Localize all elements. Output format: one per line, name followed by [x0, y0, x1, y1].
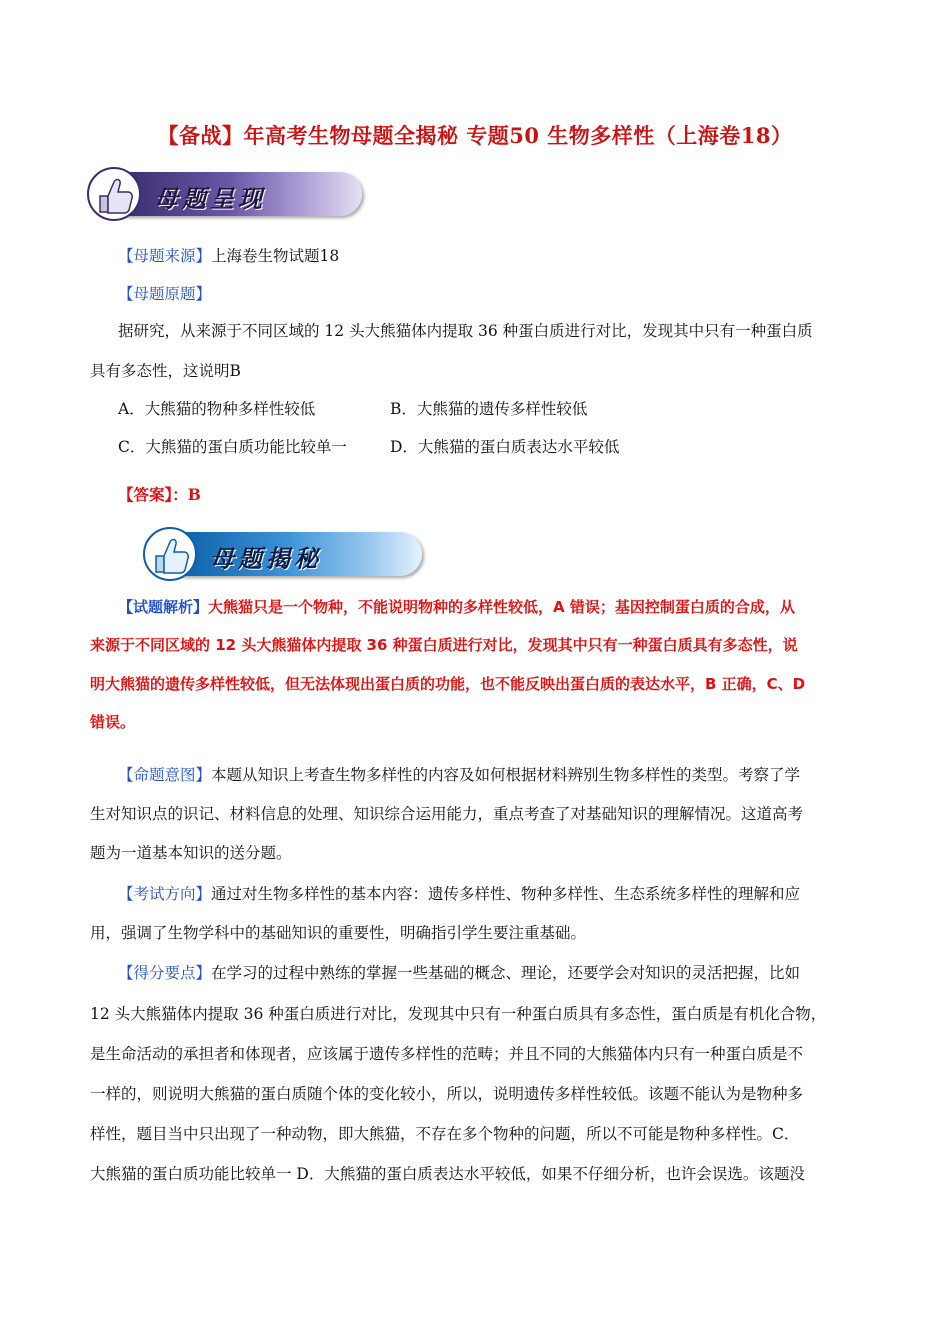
source-line — [118, 246, 898, 266]
thumbs-up-icon — [86, 166, 142, 222]
answer-label: 【答案】 — [118, 485, 173, 504]
source-label: 【母题来源】 — [118, 247, 212, 265]
document-title: 【备战】年高考生物母题全揭秘 专题50 生物多样性（上海卷18） — [157, 123, 793, 148]
keypoints-line-3: 是生命活动的承担者和体现者，应该属于遗传多样性的范畴；并且不同的大熊猫体内只有一种蛋白质是不 — [90, 1045, 804, 1063]
keypoints-line-1: 【得分要点】在学习的过程中熟练的掌握一些基础的概念、理论，还要学会对知识的灵活把握，比如 — [118, 964, 801, 982]
thumbs-up-icon — [142, 526, 198, 582]
question-line-1: 据研究，从来源于不同区域的 12 头大熊猫体内提取 36 种蛋白质进行对比，发现其中只有一种蛋白质 — [118, 322, 813, 340]
analysis-line-1: 【试题解析】大熊猫只是一个物种，不能说明物种的多样性较低，A 错误；基因控制蛋白质的合成，从 — [118, 598, 795, 616]
direction-label: 【考试方向】 — [118, 885, 212, 903]
option-c: C．大熊猫的蛋白质功能比较单一 — [118, 438, 347, 456]
intent-line-2: 生对知识点的识记、材料信息的处理、知识综合运用能力，重点考查了对基础知识的理解情况。这道高考 — [90, 805, 804, 823]
direction-line-2: 用，强调了生物学科中的基础知识的重要性，明确指引学生要注重基础。 — [90, 924, 587, 942]
intent-label: 【命题意图】 — [118, 766, 212, 784]
analysis-line-2: 来源于不同区域的 12 头大熊猫体内提取 36 种蛋白质进行对比，发现其中只有一种蛋白质具有多态性，说 — [90, 636, 798, 654]
keypoints-label: 【得分要点】 — [118, 964, 212, 982]
intent-line-3: 题为一道基本知识的送分题。 — [90, 844, 292, 862]
banner-title: 母题揭秘 — [210, 544, 322, 573]
answer-value: ：B — [172, 485, 201, 504]
question-line-2: 具有多态性，这说明B — [90, 362, 241, 380]
analysis-line-4: 错误。 — [90, 713, 136, 731]
analysis-line-3: 明大熊猫的遗传多样性较低，但无法体现出蛋白质的功能，也不能反映出蛋白质的表达水平，B 正确，C、D — [90, 675, 806, 693]
question-label: 【母题原题】 — [118, 285, 212, 303]
option-d: D．大熊猫的蛋白质表达水平较低 — [390, 438, 620, 456]
keypoints-line-4: 一样的，则说明大熊猫的蛋白质随个体的变化较小，所以，说明遗传多样性较低。该题不能认为是物种多 — [90, 1085, 804, 1103]
direction-line-1: 【考试方向】通过对生物多样性的基本内容：遗传多样性、物种多样性、生态系统多样性的理解和应 — [118, 885, 801, 903]
keypoints-line-6: 大熊猫的蛋白质功能比较单一 D．大熊猫的蛋白质表达水平较低，如果不仔细分析，也许会误选。该题没 — [90, 1165, 805, 1183]
banner-title: 母题呈现 — [154, 184, 266, 213]
option-a: A．大熊猫的物种多样性较低 — [118, 400, 316, 418]
section-banner-presentation — [120, 172, 362, 216]
answer-line — [118, 485, 201, 505]
option-b: B．大熊猫的遗传多样性较低 — [390, 400, 588, 418]
source-text: 上海卷生物试题18 — [211, 247, 340, 265]
analysis-label: 【试题解析】 — [118, 598, 209, 616]
section-banner-explanation — [176, 532, 422, 576]
intent-line-1: 【命题意图】本题从知识上考查生物多样性的内容及如何根据材料辨别生物多样性的类型。考察了学 — [118, 766, 801, 784]
keypoints-line-5: 样性，题目当中只出现了一种动物，即大熊猫，不存在多个物种的问题，所以不可能是物种多样性。C． — [90, 1125, 800, 1143]
keypoints-line-2: 12 头大熊猫体内提取 36 种蛋白质进行对比，发现其中只有一种蛋白质具有多态性，蛋白质是有机化合物， — [90, 1005, 827, 1023]
